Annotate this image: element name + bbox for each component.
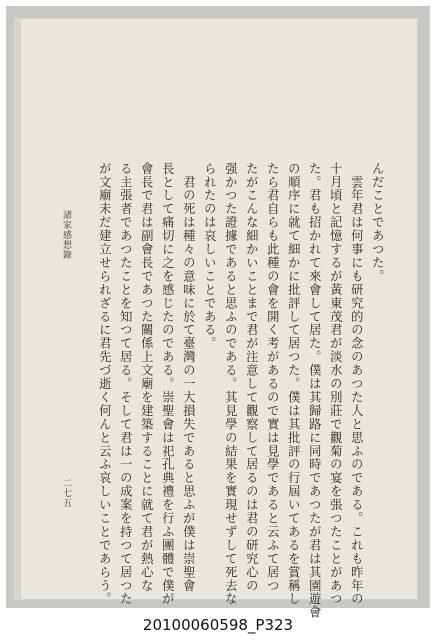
text-column-4: た。君も招かれて來會して居た。僕は其歸路に同時であつたが君は其園遊會 [307, 162, 322, 620]
text-column-13: る主張者であつたことを知つて居る。そして君は一の成案を持つて居つた [118, 162, 133, 606]
running-header: 諸家感想錄 [61, 210, 71, 260]
text-column-1: んだことであつた。 [370, 162, 385, 284]
text-column-12: 會長で君は副會長であつた關係上文廟を建築することに就て君が熱心な [139, 162, 154, 593]
text-column-2: 雲年君は何事にも研究的の念のあつた人と思ふのである。これも昨年の [349, 162, 364, 606]
page-number: 二七五 [61, 478, 71, 508]
text-column-6: たら君自らも此種の會を開く考があるので實は見學であると云ふて居つ [265, 162, 280, 593]
text-column-10: 君の死は種々の意味に於て臺灣の一大損失であると思ふが僕は崇聖會 [181, 162, 196, 593]
text-column-7: たがこんな細かいことまで君が注意して觀察して居るのは君の研究心の [244, 162, 259, 593]
text-column-3: 十月頃と記憶するが黃東茂君が淡水の別莊で觀菊の宴を張つたことがあつ [328, 162, 343, 606]
text-column-14: が文廟未だ建立せられざるに君先づ逝く何んと云ふ哀しいことであらう。 [97, 162, 112, 606]
text-column-9: られたのは哀しいことである。 [202, 162, 217, 351]
image-caption: 20100060598_P323 [142, 616, 294, 634]
text-column-5: の順序に就て細かに批評して居つた。僕は其批評の行屆いてあるを賞稱し [286, 162, 301, 606]
text-column-8: 强かつた證據であると思ふのである。其見學の結果を實現せずして死去な [223, 162, 238, 606]
text-column-11: 長として痛切に之を感じたのである。崇聖會は祀孔典禮を行ふ團體で僕が [160, 162, 175, 606]
